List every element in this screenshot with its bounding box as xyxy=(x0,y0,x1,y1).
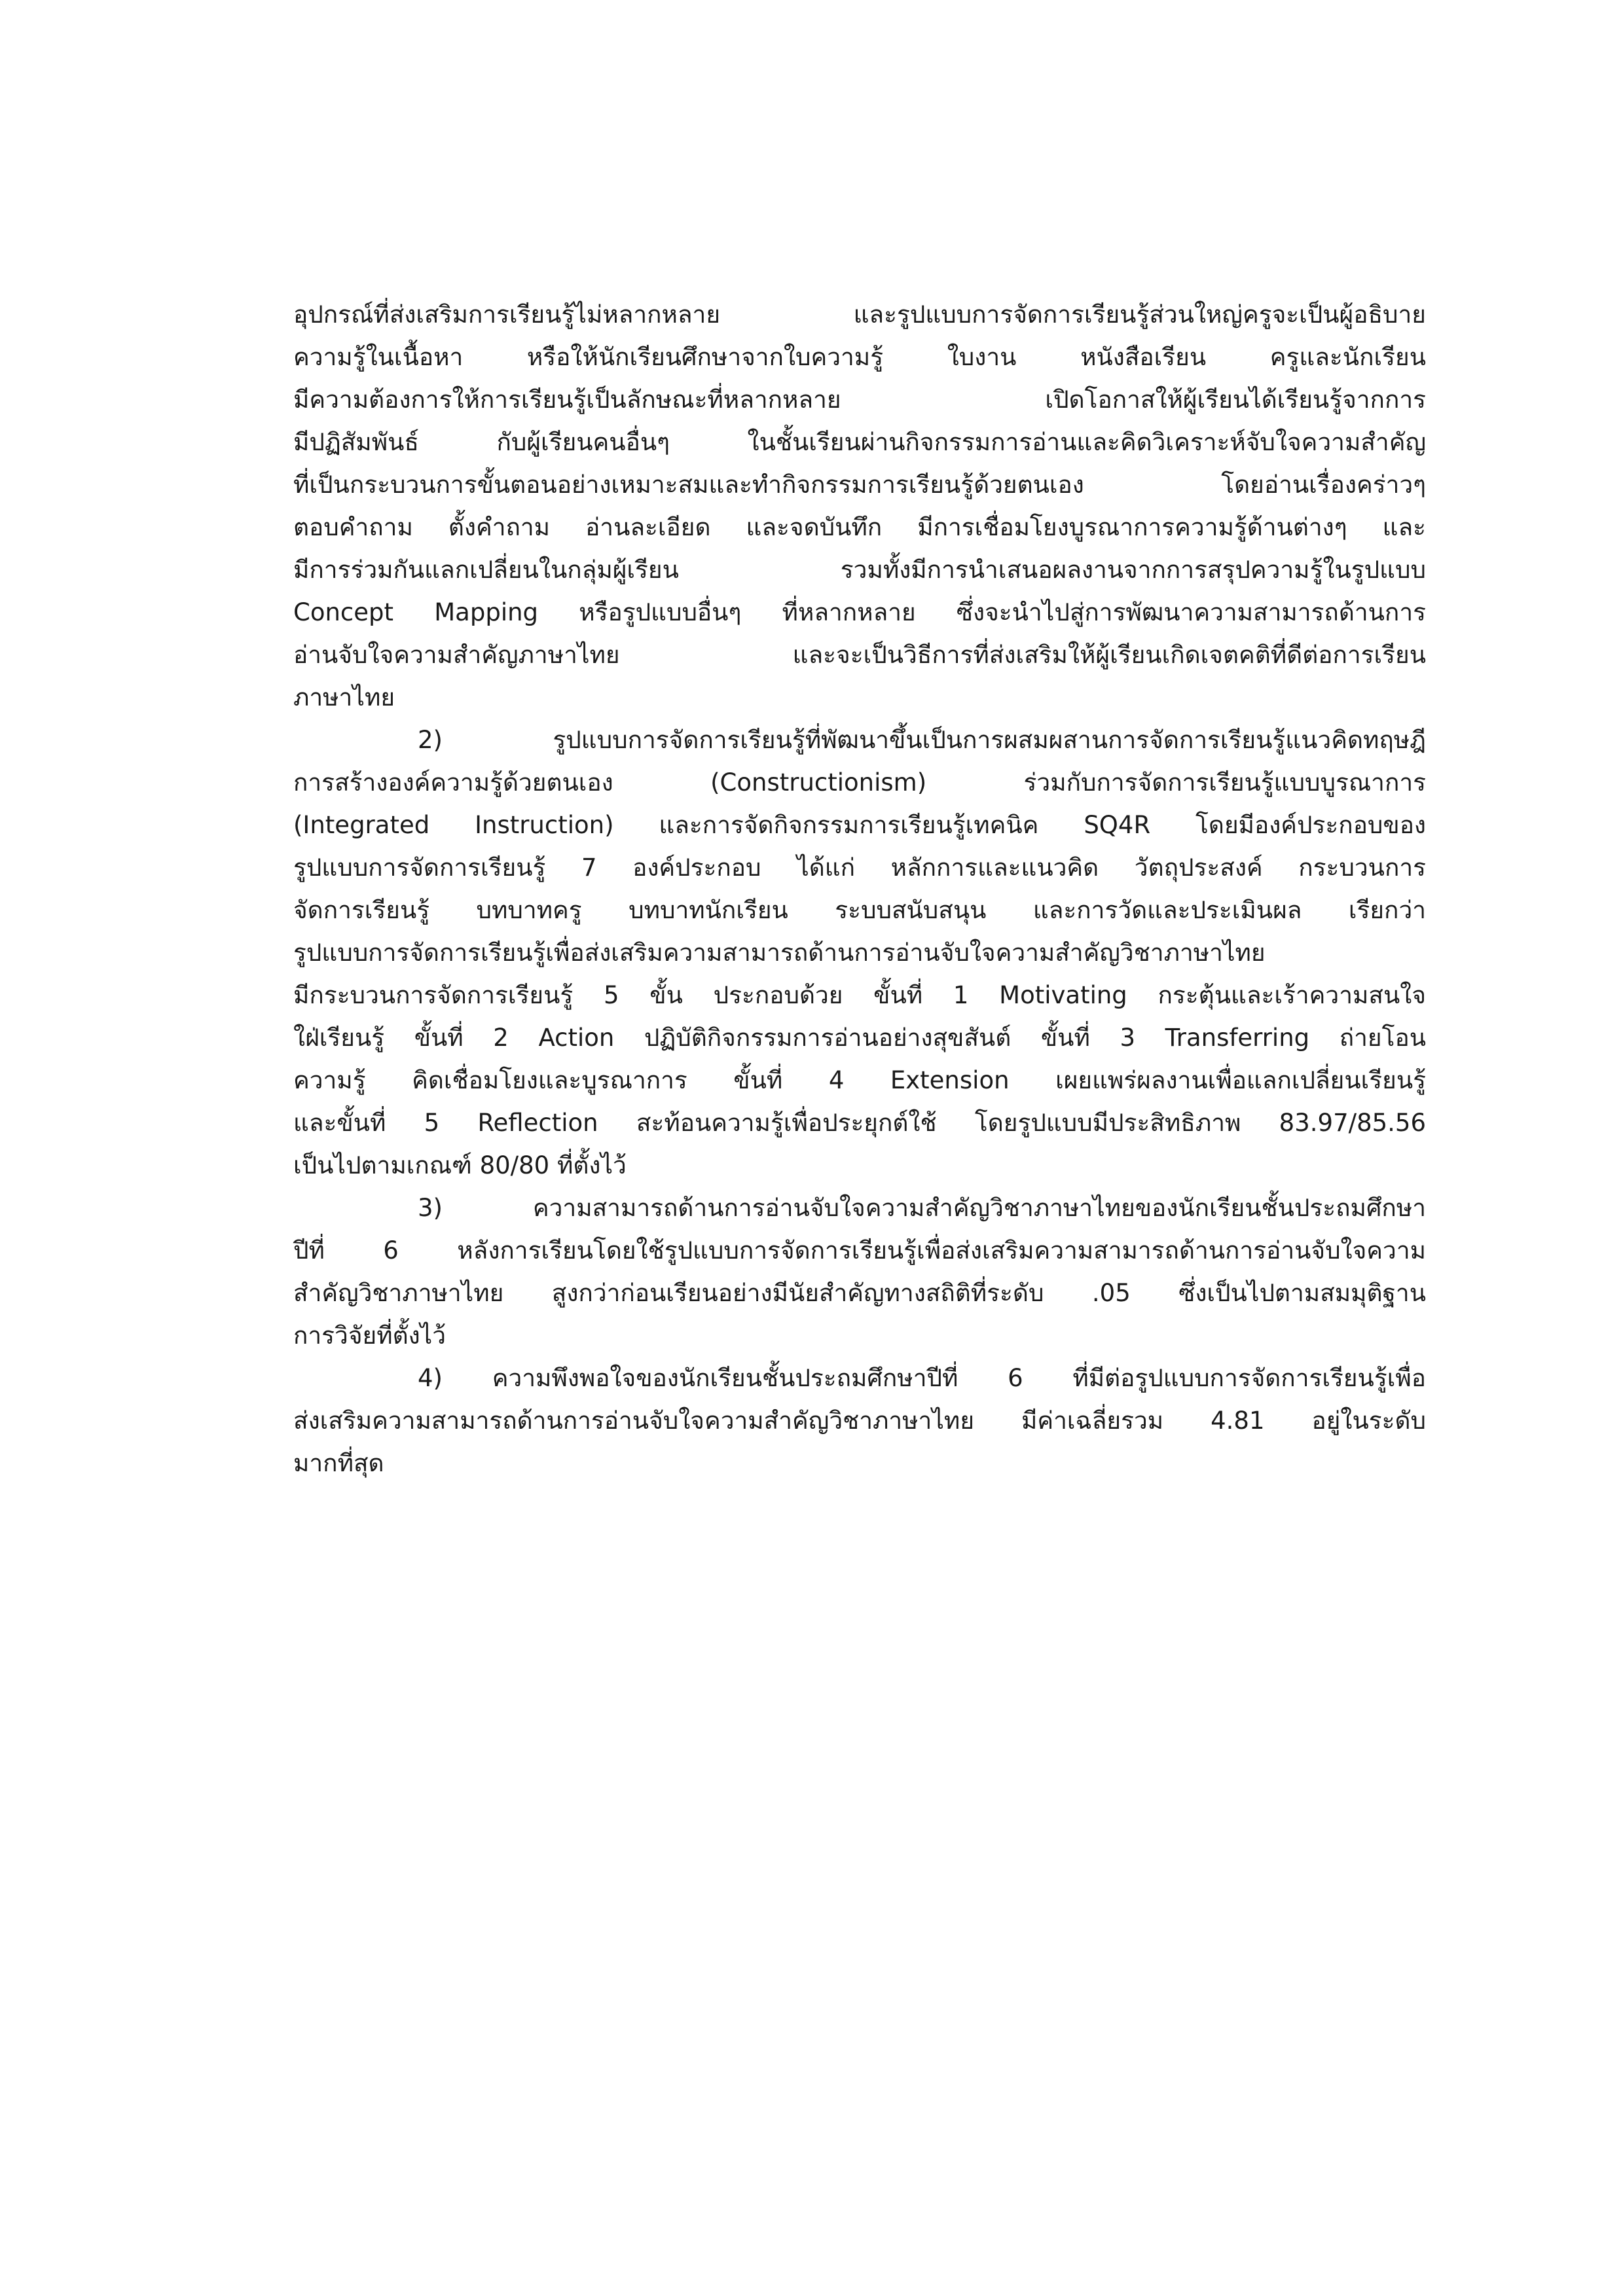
paragraph-result-4 xyxy=(293,1357,1426,1484)
text-line: จัดการเรียนรู้ บทบาทครู บทบาทนักเรียน ระบบสนับสนุน และการวัดและประเมินผล เรียกว่า xyxy=(293,896,1426,924)
text-line: ภาษาไทย xyxy=(293,683,395,711)
text-line: เป็นไปตามเกณฑ์ 80/80 ที่ตั้งไว้ xyxy=(293,1151,627,1179)
text-line: มีการร่วมกันแลกเปลี่ยนในกลุ่มผู้เรียน รวมทั้งมีการนำเสนอผลงานจากการสรุปความรู้ในรูปแบบ xyxy=(293,556,1426,584)
text-line: อุปกรณ์ที่ส่งเสริมการเรียนรู้ไม่หลากหลาย และรูปแบบการจัดการเรียนรู้ส่วนใหญ่ครูจะเป็นผู้อธิบาย xyxy=(293,300,1426,329)
text-line: ความรู้ คิดเชื่อมโยงและบูรณาการ ขั้นที่ 4 Extension เผยแพร่ผลงานเพื่อแลกเปลี่ยนเรียนรู้ xyxy=(293,1066,1426,1094)
text-line: (Integrated Instruction) และการจัดกิจกรรมการเรียนรู้เทคนิค SQ4R โดยมีองค์ประกอบของ xyxy=(293,811,1426,839)
text-line: และขั้นที่ 5 Reflection สะท้อนความรู้เพื่อประยุกต์ใช้ โดยรูปแบบมีประสิทธิภาพ 83.97/85.56 xyxy=(293,1109,1426,1137)
paragraph-continuation xyxy=(293,293,1426,719)
text-line: ใฝ่เรียนรู้ ขั้นที่ 2 Action ปฏิบัติกิจกรรมการอ่านอย่างสุขสันต์ ขั้นที่ 3 Transferring ถ่ายโอน xyxy=(293,1024,1426,1052)
text-line: ความรู้ในเนื้อหา หรือให้นักเรียนศึกษาจากใบความรู้ ใบงาน หนังสือเรียน ครูและนักเรียน xyxy=(293,343,1426,371)
text-line: ปีที่ 6 หลังการเรียนโดยใช้รูปแบบการจัดการเรียนรู้เพื่อส่งเสริมความสามารถด้านการอ่านจับใจความ xyxy=(293,1236,1426,1265)
text-line: มีความต้องการให้การเรียนรู้เป็นลักษณะที่หลากหลาย เปิดโอกาสให้ผู้เรียนได้เรียนรู้จากการ xyxy=(293,386,1426,414)
text-line: ส่งเสริมความสามารถด้านการอ่านจับใจความสำคัญวิชาภาษาไทย มีค่าเฉลี่ยรวม 4.81 อยู่ในระดับ xyxy=(293,1407,1426,1435)
text-line: รูปแบบการจัดการเรียนรู้เพื่อส่งเสริมความสามารถด้านการอ่านจับใจความสำคัญวิชาภาษาไทย xyxy=(293,939,1266,967)
text-line: มีปฏิสัมพันธ์ กับผู้เรียนคนอื่นๆ ในชั้นเรียนผ่านกิจกรรมการอ่านและคิดวิเคราะห์จับใจความสำคัญ xyxy=(293,428,1426,456)
text-line: มากที่สุด xyxy=(293,1449,384,1477)
text-line: ตอบคำถาม ตั้งคำถาม อ่านละเอียด และจดบันทึก มีการเชื่อมโยงบูรณาการความรู้ด้านต่างๆ และ xyxy=(293,513,1426,541)
text-line: มีกระบวนการจัดการเรียนรู้ 5 ขั้น ประกอบด้วย ขั้นที่ 1 Motivating กระตุ้นและเร้าความสนใจ xyxy=(293,981,1426,1009)
text-line: 2) รูปแบบการจัดการเรียนรู้ที่พัฒนาขึ้นเป็นการผสมผสานการจัดการเรียนรู้แนวคิดทฤษฎี xyxy=(418,726,1426,754)
text-line: Concept Mapping หรือรูปแบบอื่นๆ ที่หลากหลาย ซึ่งจะนำไปสู่การพัฒนาความสามารถด้านการ xyxy=(293,598,1426,626)
text-line: รูปแบบการจัดการเรียนรู้ 7 องค์ประกอบ ได้แก่ หลักการและแนวคิด วัตถุประสงค์ กระบวนการ xyxy=(293,853,1426,882)
text-line: การวิจัยที่ตั้งไว้ xyxy=(293,1321,447,1350)
body-text xyxy=(293,293,1426,1484)
paragraph-result-2 xyxy=(293,719,1426,1187)
text-line: สำคัญวิชาภาษาไทย สูงกว่าก่อนเรียนอย่างมีนัยสำคัญทางสถิติที่ระดับ .05 ซึ่งเป็นไปตามสมมุติฐาน xyxy=(293,1279,1426,1307)
text-line: อ่านจับใจความสำคัญภาษาไทย และจะเป็นวิธีการที่ส่งเสริมให้ผู้เรียนเกิดเจตคติที่ดีต่อการเรียน xyxy=(293,641,1426,669)
text-line: 3) ความสามารถด้านการอ่านจับใจความสำคัญวิชาภาษาไทยของนักเรียนชั้นประถมศึกษา xyxy=(418,1194,1426,1222)
text-line: ที่เป็นกระบวนการขั้นตอนอย่างเหมาะสมและทำกิจกรรมการเรียนรู้ด้วยตนเอง โดยอ่านเรื่องคร่าวๆ xyxy=(293,471,1426,499)
text-line: 4) ความพึงพอใจของนักเรียนชั้นประถมศึกษาปีที่ 6 ที่มีต่อรูปแบบการจัดการเรียนรู้เพื่อ xyxy=(418,1364,1426,1392)
text-line: การสร้างองค์ความรู้ด้วยตนเอง (Constructionism) ร่วมกับการจัดการเรียนรู้แบบบูรณาการ xyxy=(293,768,1426,797)
paragraph-result-3 xyxy=(293,1187,1426,1357)
